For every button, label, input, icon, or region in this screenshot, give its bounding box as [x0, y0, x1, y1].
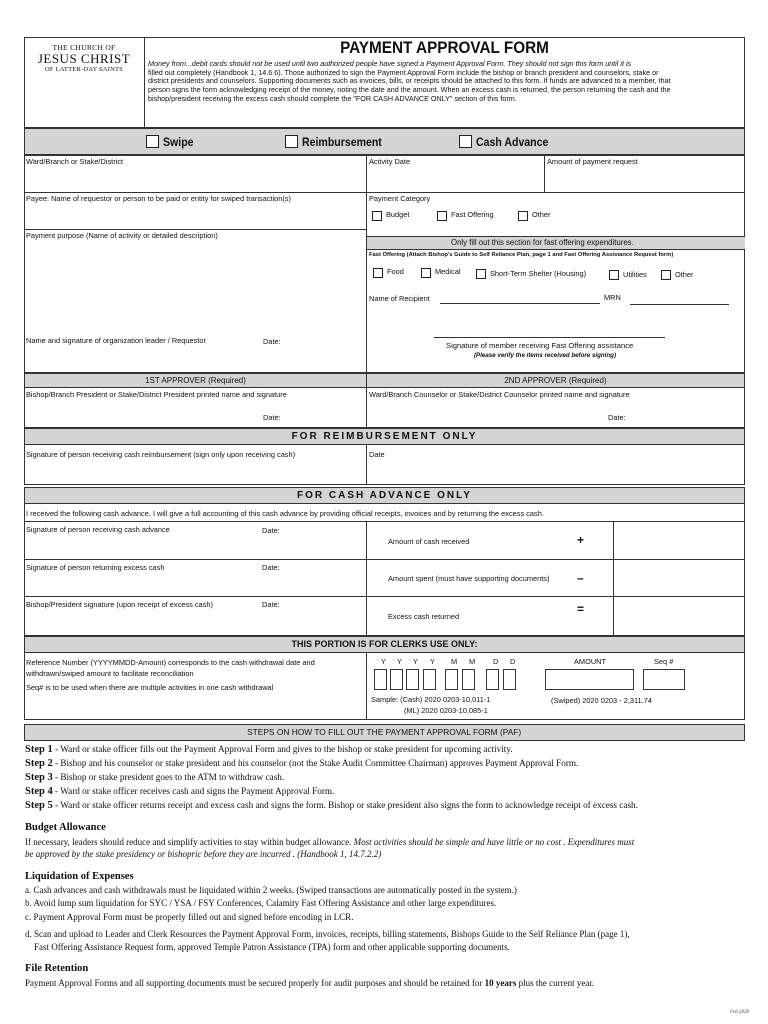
step-1-text: - Ward or stake officer fills out the Payment Approval Form and gives to the bishop or stake president for upcoming activity. [52, 744, 513, 754]
step-3-text: - Bishop or stake president goes to the ATM to withdraw cash. [52, 772, 285, 782]
leader-date-label: Date: [263, 337, 281, 346]
other-fo-label: Other [675, 270, 694, 279]
approver-2-desc: Ward/Branch Counselor or Stake/District Counselor printed name and signature [369, 390, 630, 399]
ref-digit-box[interactable] [445, 669, 458, 690]
cash-advance-header-line [24, 503, 745, 504]
approver-2-title: 2ND APPROVER (Required) [504, 376, 607, 385]
budget-title: Budget Allowance [25, 822, 106, 833]
budget-line-1 [25, 837, 634, 849]
activity-date-input[interactable] [368, 168, 542, 190]
clerks-desc-1: Reference Number (YYYYMMDD-Amount) corresponds to the cash withdrawal date and [26, 658, 315, 667]
approver-1-desc: Bishop/Branch President or Stake/District President printed name and signature [26, 390, 287, 399]
church-line-2: JESUS CHRIST [37, 51, 131, 66]
equals-sign: = [577, 602, 585, 616]
amount-received-label: Amount of cash received [388, 537, 470, 546]
approver-2-date-label: Date: [608, 413, 626, 422]
fast-bar-bottom [366, 249, 745, 250]
approver-1-signature[interactable] [26, 401, 364, 426]
step-5-label: Step 5 [25, 800, 53, 811]
purpose-label: Payment purpose (Name of activity or detailed description) [26, 231, 218, 240]
digit-label-6: M [469, 657, 476, 666]
clerks-amount-input[interactable] [545, 669, 634, 690]
payee-label: Payee: Name of requestor or person to be paid or entity for swiped transaction(s) [26, 194, 291, 203]
recipient-label: Name of Recipient [369, 294, 430, 303]
cash-left-divider [366, 521, 367, 636]
ref-digit-box[interactable] [374, 669, 387, 690]
church-line-3: OF LATTER-DAY SAINTS [45, 65, 123, 73]
reimbursement-date-label: Date [369, 450, 385, 459]
retention-text [25, 978, 594, 990]
reimbursement-divider [366, 444, 367, 485]
digit-label-1: Y [381, 657, 386, 666]
cash-right-divider [613, 521, 614, 636]
page-title: PAYMENT APPROVAL FORM [340, 38, 549, 57]
fast-offering-only-label: Only fill out this section for fast offering expenditures. [451, 238, 634, 247]
activity-date-label: Activity Date [369, 157, 411, 166]
payment-category-label: Payment Category [369, 194, 431, 203]
step-3 [25, 772, 284, 783]
ref-digit-box[interactable] [503, 669, 516, 690]
cash-return-signature-input[interactable] [26, 574, 364, 594]
approver-1-title: 1ST APPROVER (Required) [145, 376, 246, 385]
church-logo [26, 43, 142, 73]
food-label: Food [387, 267, 404, 276]
utilities-label: Utilities [623, 270, 647, 279]
ref-digit-box[interactable] [406, 669, 419, 690]
other-category-label: Other [532, 210, 551, 219]
medical-label: Medical [435, 267, 461, 276]
mrn-label: MRN [604, 293, 621, 302]
amount-request-input[interactable] [546, 168, 743, 190]
cash-advance-checkbox[interactable] [459, 135, 472, 148]
utilities-checkbox[interactable] [609, 270, 619, 280]
cash-advance-statement: I received the following cash advance. I will give a full accounting of this cash advance by providing official receipts, invoices and by returning the excess cash. [26, 509, 544, 518]
clerks-desc-3: Seq# is to be used when there are multiple activities in one cash withdrawal [26, 683, 274, 692]
excess-cash-input[interactable] [615, 598, 743, 634]
liquidation-line-c: c. Payment Approval Form must be properly filled out and signed before encoding in LCR. [25, 912, 354, 922]
clerks-sample-1: Sample: (Cash) 2020 0203-10,011-1 [371, 695, 491, 704]
reimbursement-date-input[interactable] [368, 461, 743, 483]
intro-line-5: bishop/president receiving the excess cash should complete the "FOR CASH ADVANCE ONLY" section of this form. [148, 93, 517, 103]
clerks-seq-label: Seq # [654, 657, 674, 666]
intro-line-1: Money from...debit cards should not be used until two authorized people have signed a Payment Approval Form. They should not sign this form until it is [148, 59, 632, 68]
reimbursement-header: FOR REIMBURSEMENT ONLY [291, 431, 478, 442]
header-divider [144, 37, 145, 128]
reimbursement-header-line [24, 444, 745, 445]
reimbursement-checkbox[interactable] [285, 135, 298, 148]
amount-spent-input[interactable] [615, 561, 743, 594]
row-line-2 [24, 229, 367, 230]
ward-input[interactable] [26, 168, 364, 190]
amount-spent-label: Amount spent (must have supporting documents) [388, 574, 550, 583]
digit-label-5: M [451, 657, 458, 666]
other-category-checkbox[interactable] [518, 211, 528, 221]
clerks-sample-2: (ML) 2020 0203-10,085-1 [404, 706, 488, 715]
clerks-sample-3: (Swiped) 2020 0203 - 2,311.74 [551, 696, 652, 705]
row-line-1 [24, 192, 745, 193]
budget-line-2-text: be approved by the stake presidency or bishopric before they are incurred . (Handbook 1, 14.7.2.2) [25, 849, 382, 859]
excess-cash-label: Excess cash returned [388, 612, 460, 621]
leader-signature-label: Name and signature of organization leader / Requestor [26, 336, 206, 345]
footer-code: Feb 2020 [730, 1010, 750, 1015]
digit-label-4: Y [430, 657, 435, 666]
budget-line-1b: Most activities should be simple and have little or no cost . Expenditures must [353, 837, 635, 847]
minus-sign: – [577, 571, 584, 585]
shelter-label: Short-Term Shelter (Housing) [490, 269, 587, 278]
medical-checkbox[interactable] [421, 268, 431, 278]
digit-label-8: D [510, 657, 516, 666]
bishop-signature-input[interactable] [26, 611, 364, 633]
recipient-input[interactable] [440, 303, 600, 304]
cash-receive-signature-label: Signature of person receiving cash advance [26, 525, 170, 534]
step-4 [25, 786, 334, 797]
liquidation-line-a: a. Cash advances and cash withdrawals must be liquidated within 2 weeks. (Swiped transactions are automatically posted in the system.) [25, 885, 517, 895]
leader-signature-input[interactable] [26, 347, 356, 369]
shelter-checkbox[interactable] [476, 269, 486, 279]
step-2-label: Step 2 [25, 758, 53, 769]
fast-offering-note: Fast Offering (Attach Bishop's Guide to Self Reliance Plan, page 1 and Fast Offering Assistance Request form) [369, 252, 674, 258]
retention-title: File Retention [25, 963, 89, 974]
swipe-checkbox[interactable] [146, 135, 159, 148]
plus-sign: + [577, 533, 585, 547]
cash-row-line-2 [24, 596, 745, 597]
intro-text [148, 60, 671, 103]
digit-label-7: D [493, 657, 499, 666]
cash-statement-line [24, 521, 745, 522]
budget-label: Budget [386, 210, 410, 219]
bishop-date-label: Date: [262, 600, 280, 609]
purpose-input[interactable] [26, 243, 364, 331]
step-2 [25, 758, 578, 769]
liquidation-line-d2: Fast Offering Assistance Request form, approved Temple Patron Assistance (TPA) form and other applicable supporting documents. [25, 942, 510, 952]
steps-header: STEPS ON HOW TO FILL OUT THE PAYMENT APPROVAL FORM (PAF) [247, 727, 522, 737]
intro-line-3: district presidents and counselors. Supporting documents such as invoices, bills, or receipts should be attached to this form. If funds are advanced to a member, that [148, 76, 671, 86]
step-5 [25, 800, 638, 811]
intro-line-4: person signs the form acknowledging receipt of the money, noting the date and the amount. When an excess cash is returned, the person returning the cash and the [148, 84, 671, 94]
mrn-input[interactable] [630, 304, 729, 305]
clerks-divider [366, 652, 367, 720]
bishop-signature-label: Bishop/President signature (upon receipt of excess cash) [26, 600, 213, 609]
cash-advance-label: Cash Advance [476, 135, 549, 149]
step-4-text: - Ward or stake officer receives cash and signs the Payment Approval Form. [52, 786, 335, 796]
approver-bar-line [24, 387, 745, 388]
other-fo-checkbox[interactable] [661, 270, 671, 280]
budget-line-1a: If necessary, leaders should reduce and simplify activities to stay within budget allowance. [25, 837, 354, 847]
reimbursement-label: Reimbursement [302, 135, 382, 149]
amount-received-input[interactable] [615, 523, 743, 557]
member-signature-label: Signature of member receiving Fast Offering assistance [446, 341, 634, 350]
main-center-divider [366, 155, 367, 373]
payment-type-bar [24, 128, 745, 155]
ref-digit-box[interactable] [390, 669, 403, 690]
step-4-label: Step 4 [25, 786, 53, 797]
liquidation-line-b: b. Avoid lump sum liquidation for SYC / YSA / FSY Conferences, Calamity Fast Offering Assistance and other large expenditures. [25, 898, 497, 908]
budget-checkbox[interactable] [372, 211, 382, 221]
step-2-text: - Bishop and his counselor or stake president and his counselor (not the Stake Audit Committee Chairman) approves Payment Approval Form. [52, 758, 579, 768]
budget-line-2 [25, 849, 381, 861]
retention-text-a: Payment Approval Forms and all supporting documents must be secured properly for audit purposes and should be retained for [25, 978, 485, 988]
cash-return-date-label: Date: [262, 563, 280, 572]
food-checkbox[interactable] [373, 268, 383, 278]
member-signature-note: (Please verify the items received before signing) [474, 352, 617, 359]
step-1-label: Step 1 [25, 744, 53, 755]
church-line-1: THE CHURCH OF [52, 43, 116, 52]
ref-digit-box[interactable] [486, 669, 499, 690]
digit-label-2: Y [397, 657, 402, 666]
clerks-desc-2: withdrawn/swiped amount to facilitate reconciliation [26, 669, 194, 678]
liquidation-line-d: d. Scan and upload to Leader and Clerk Resources the Payment Approval Form, invoices, receipts, billing statements, Bishops Guide to the Self Reliance Plan (page 1), [25, 929, 630, 939]
cash-row-line-1 [24, 559, 745, 560]
step-5-text: - Ward or stake officer returns receipt and excess cash and signs the form. Bishop or stake president also signs the form to acknowledge receipt of excess cash. [52, 800, 638, 810]
fast-offering-label: Fast Offering [451, 210, 494, 219]
reimbursement-signature-input[interactable] [26, 461, 364, 483]
clerks-amount-label: AMOUNT [574, 657, 607, 666]
ref-digit-box[interactable] [423, 669, 436, 690]
ward-label: Ward/Branch or Stake/District [26, 157, 124, 166]
liquidation-title: Liquidation of Expenses [25, 871, 134, 882]
step-3-label: Step 3 [25, 772, 53, 783]
activity-amount-divider [544, 155, 545, 192]
fast-offering-checkbox[interactable] [437, 211, 447, 221]
retention-text-c: plus the current year. [516, 978, 595, 988]
step-1 [25, 744, 513, 755]
amount-request-label: Amount of payment request [547, 157, 638, 166]
approver-1-date-label: Date: [263, 413, 281, 422]
ref-digit-box[interactable] [462, 669, 475, 690]
cash-return-signature-label: Signature of person returning excess cash [26, 563, 165, 572]
swipe-label: Swipe [163, 135, 194, 149]
member-signature-line[interactable] [434, 337, 665, 338]
reimbursement-signature-label: Signature of person receiving cash reimbursement (sign only upon receiving cash) [26, 450, 296, 459]
approver-2-signature[interactable] [368, 401, 743, 426]
payee-input[interactable] [26, 205, 364, 227]
cash-receive-date-label: Date: [262, 526, 280, 535]
cash-advance-header: FOR CASH ADVANCE ONLY [297, 490, 472, 501]
cash-receive-signature-input[interactable] [26, 537, 364, 557]
clerks-seq-input[interactable] [643, 669, 685, 690]
clerks-header-line [24, 652, 745, 653]
clerks-header: THIS PORTION IS FOR CLERKS USE ONLY: [291, 639, 478, 649]
retention-text-b: 10 years [484, 978, 517, 988]
intro-line-2: filled out completely (Handbook 1, 14.6.6). Those authorized to sign the Payment Approval Form include the bishop or branch president and counselors, stake or [148, 67, 659, 77]
digit-label-3: Y [413, 657, 418, 666]
